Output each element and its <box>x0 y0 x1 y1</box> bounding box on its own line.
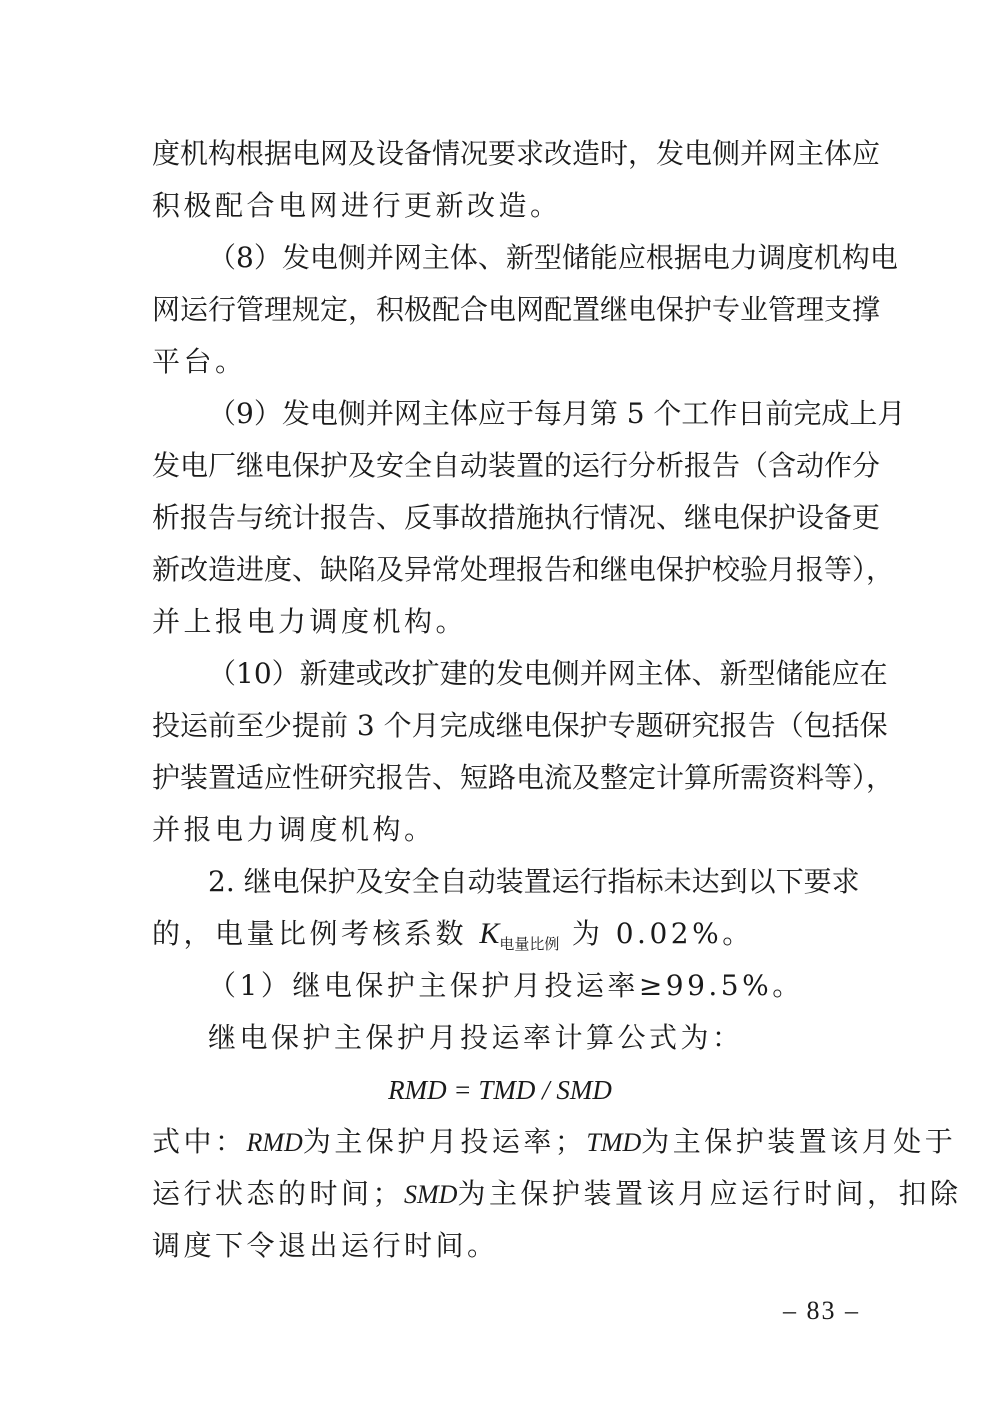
definition-line: 调度下令退出运行时间。 <box>152 1229 499 1262</box>
formula <box>0 1070 1000 1110</box>
paragraph-line: 度机构根据电网及设备情况要求改造时，发电侧并网主体应 <box>152 137 881 170</box>
paragraph-line: （8）发电侧并网主体、新型储能应根据电力调度机构电 <box>208 241 898 274</box>
paragraph-line: 网运行管理规定，积极配合电网配置继电保护专业管理支撑 <box>152 293 881 326</box>
coefficient-symbol: K <box>479 917 500 950</box>
page-number: – 83 – <box>783 1296 860 1325</box>
paragraph-line: 新改造进度、缺陷及异常处理报告和继电保护校验月报等）， <box>152 553 895 586</box>
paragraph-line: 平台。 <box>152 345 247 378</box>
text-run: 为主保护装置该月处于 <box>641 1125 957 1158</box>
paragraph-line: 投运前至少提前 3 个月完成继电保护专题研究报告（包括保 <box>152 709 888 742</box>
definition-line <box>152 1174 962 1214</box>
paragraph-line: （9）发电侧并网主体应于每月第 5 个工作日前完成上月 <box>208 397 906 430</box>
paragraph-line-coefficient <box>152 914 852 954</box>
coefficient-subscript: 电量比例 <box>499 935 560 953</box>
formula-text: RMD = TMD / SMD <box>388 1075 612 1105</box>
text-run: 的，电量比例考核系数 <box>152 917 480 950</box>
paragraph-line: 析报告与统计报告、反事故措施执行情况、继电保护设备更 <box>152 501 881 534</box>
text-run: 为主保护月投运率； <box>302 1125 587 1158</box>
paragraph-line: 并上报电力调度机构。 <box>152 605 468 638</box>
text-run: 为主保护装置该月应运行时间，扣除 <box>457 1177 962 1210</box>
paragraph-line: 继电保护主保护月投运率计算公式为： <box>208 1021 744 1054</box>
paragraph-line: 发电厂继电保护及安全自动装置的运行分析报告（含动作分 <box>152 449 881 482</box>
paragraph-line: （10）新建或改扩建的发电侧并网主体、新型储能应在 <box>208 657 888 690</box>
text-run: 运行状态的时间； <box>152 1177 405 1210</box>
paragraph-line: （1）继电保护主保护月投运率≥99.5%。 <box>208 969 804 1002</box>
paragraph-line: 2. 继电保护及安全自动装置运行指标未达到以下要求 <box>208 865 860 898</box>
text-run: 为 0.02%。 <box>559 917 754 950</box>
paragraph-line: 护装置适应性研究报告、短路电流及整定计算所需资料等）， <box>152 761 895 794</box>
paragraph-line: 积极配合电网进行更新改造。 <box>152 189 562 222</box>
variable-rmd: RMD <box>246 1128 303 1157</box>
variable-smd: SMD <box>404 1180 458 1209</box>
definition-line <box>152 1122 957 1162</box>
variable-tmd: TMD <box>586 1128 642 1157</box>
text-run: 式中： <box>152 1125 247 1158</box>
paragraph-line: 并报电力调度机构。 <box>152 813 436 846</box>
